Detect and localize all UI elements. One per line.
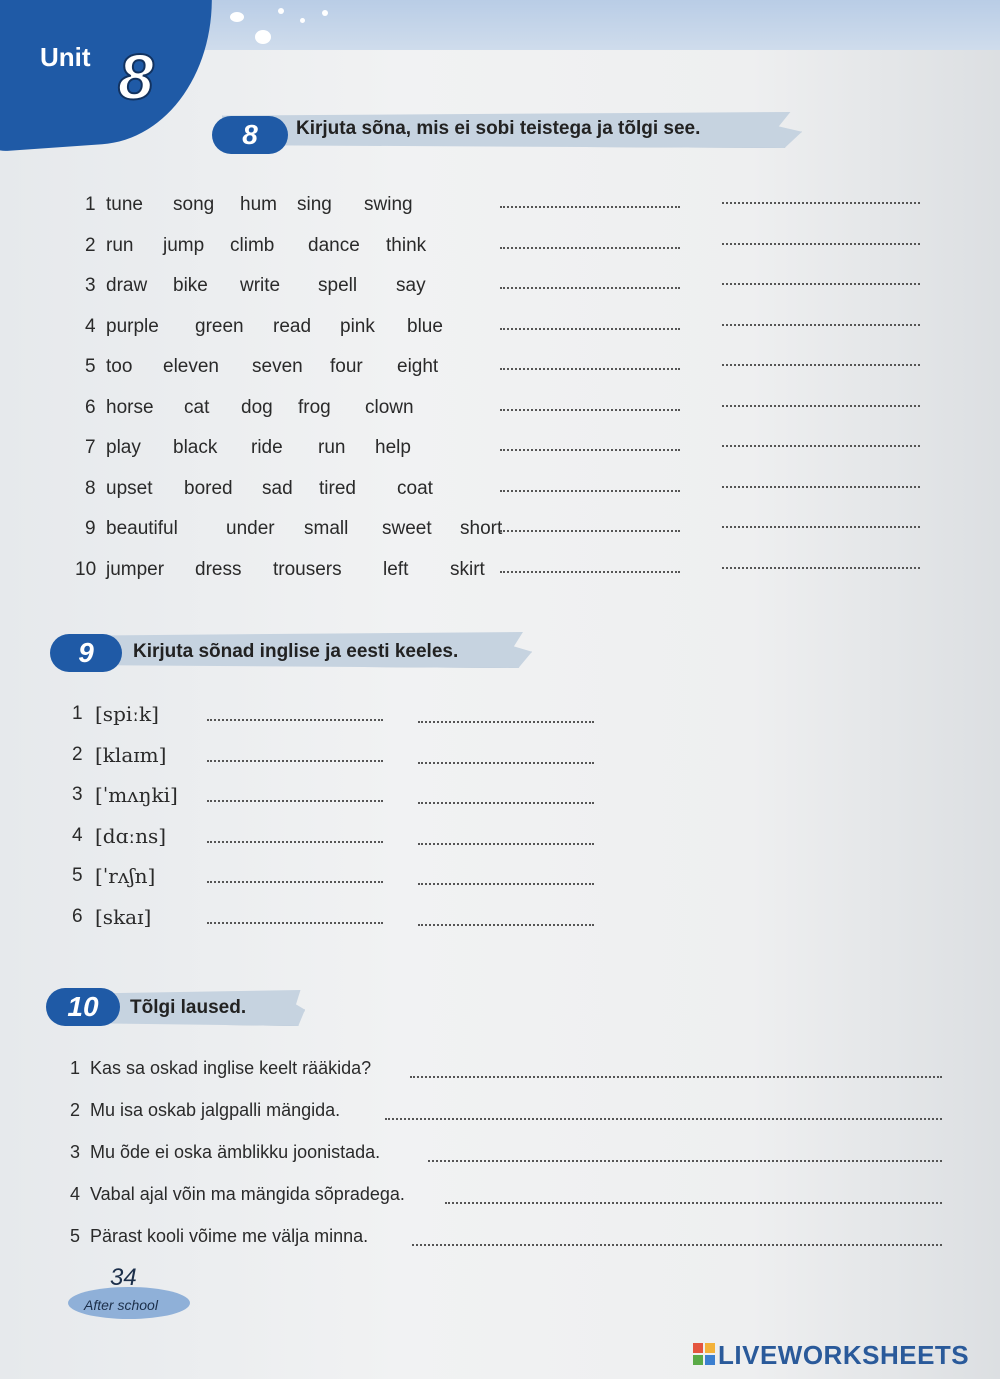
row-number: 4	[70, 1184, 81, 1204]
row-number: 5	[72, 865, 83, 886]
row-word: spell	[318, 275, 358, 296]
answer-line-english[interactable]	[500, 571, 680, 573]
row-word: four	[330, 356, 363, 377]
row-word: tired	[319, 477, 356, 499]
answer-line-english[interactable]	[500, 368, 680, 370]
liveworksheets-logo-icon	[693, 1343, 715, 1365]
row-word: blue	[407, 315, 443, 337]
row-number: 2	[72, 743, 83, 765]
exercise-9-number: 9	[50, 634, 122, 672]
row-word: green	[195, 315, 244, 337]
exercise-8-instruction: Kirjuta sõna, mis ei sobi teistega ja tõlgi see.	[296, 118, 701, 139]
answer-line-estonian[interactable]	[418, 762, 594, 764]
row-word: under	[226, 518, 275, 539]
watermark: LIVEWORKSHEETS	[718, 1340, 970, 1370]
row-word: say	[396, 275, 426, 296]
row-number: 10	[75, 558, 97, 580]
answer-line-estonian[interactable]	[722, 364, 920, 366]
answer-line-english[interactable]	[207, 760, 383, 762]
row-word: tune	[106, 194, 143, 215]
answer-line-estonian[interactable]	[418, 721, 594, 723]
exercise-9-instruction: Kirjuta sõnad inglise ja eesti keeles.	[133, 641, 459, 662]
row-number: 2	[70, 1100, 81, 1120]
table-row	[0, 703, 1000, 729]
row-number: 9	[85, 518, 96, 539]
exercise-8-number: 8	[212, 116, 288, 154]
answer-line-estonian[interactable]	[418, 843, 594, 845]
row-number: 1	[85, 194, 96, 215]
row-word: seven	[252, 356, 303, 377]
unit-label: Unit	[40, 42, 91, 72]
answer-line-english[interactable]	[207, 922, 383, 924]
answer-line-english[interactable]	[500, 328, 680, 330]
row-word: jump	[163, 234, 205, 256]
row-word: coat	[397, 477, 433, 499]
row-number: 7	[85, 437, 96, 458]
answer-line-estonian[interactable]	[722, 283, 920, 285]
answer-line-estonian[interactable]	[722, 243, 920, 245]
sentence: Vabal ajal võin ma mängida sõpradega.	[90, 1184, 405, 1204]
row-word: beautiful	[106, 518, 178, 539]
table-row	[0, 865, 1000, 891]
answer-line-english[interactable]	[500, 247, 680, 249]
row-number: 8	[85, 477, 96, 499]
phonetic-transcription: [skaɪ]	[95, 904, 152, 929]
row-word: horse	[106, 396, 154, 418]
phonetic-transcription: [ˈrʌʃn]	[95, 864, 156, 888]
row-number: 3	[70, 1142, 81, 1162]
table-row	[0, 825, 1000, 851]
row-word: too	[106, 356, 133, 377]
row-word: black	[173, 437, 218, 458]
translation-line[interactable]	[410, 1076, 942, 1078]
answer-line-estonian[interactable]	[418, 883, 594, 885]
row-word: dog	[241, 396, 273, 418]
answer-line-estonian[interactable]	[722, 486, 920, 488]
row-word: song	[173, 194, 215, 215]
row-word: bike	[173, 275, 208, 296]
row-word: hum	[240, 194, 277, 215]
row-number: 1	[70, 1058, 81, 1078]
row-number: 1	[72, 703, 83, 724]
row-word: sing	[297, 194, 332, 215]
row-number: 4	[85, 315, 96, 337]
row-word: dress	[195, 558, 242, 580]
row-number: 4	[72, 824, 83, 846]
answer-line-estonian[interactable]	[722, 405, 920, 407]
row-number: 3	[85, 275, 96, 296]
decor-dot	[255, 30, 271, 44]
row-word: purple	[106, 315, 159, 337]
row-word: draw	[106, 275, 148, 296]
answer-line-estonian[interactable]	[722, 324, 920, 326]
decor-dot	[322, 10, 328, 16]
table-row	[0, 1058, 1000, 1084]
row-word: climb	[230, 234, 275, 256]
translation-line[interactable]	[428, 1160, 942, 1162]
table-row	[0, 1184, 1000, 1210]
table-row	[0, 784, 1000, 810]
answer-line-english[interactable]	[500, 409, 680, 411]
answer-line-estonian[interactable]	[722, 445, 920, 447]
answer-line-english[interactable]	[207, 800, 383, 802]
row-word: jumper	[106, 558, 165, 580]
table-row	[0, 906, 1000, 932]
row-word: dance	[308, 234, 360, 256]
row-word: skirt	[450, 558, 485, 580]
answer-line-estonian[interactable]	[722, 567, 920, 569]
row-word: read	[273, 315, 312, 337]
answer-line-english[interactable]	[207, 841, 383, 843]
decor-dot	[230, 12, 244, 22]
row-word: frog	[298, 396, 331, 418]
row-word: eight	[397, 356, 439, 377]
row-word: short	[460, 518, 503, 539]
row-word: bored	[184, 477, 233, 499]
exercise-10-number: 10	[46, 988, 120, 1026]
section-label: After school	[84, 1297, 158, 1313]
translation-line[interactable]	[385, 1118, 942, 1120]
row-word: play	[106, 437, 141, 458]
phonetic-transcription: [spiːk]	[95, 702, 159, 726]
sentence: Pärast kooli võime me välja minna.	[90, 1226, 369, 1246]
row-word: small	[304, 518, 349, 539]
phonetic-transcription: [dɑːns]	[95, 823, 167, 848]
row-number: 5	[70, 1226, 81, 1246]
row-number: 3	[72, 784, 83, 805]
sentence: Kas sa oskad inglise keelt rääkida?	[90, 1058, 372, 1078]
row-word: cat	[184, 396, 210, 418]
exercise-10-instruction: Tõlgi laused.	[130, 997, 247, 1018]
answer-line-english[interactable]	[207, 881, 383, 883]
phonetic-transcription: [klaɪm]	[95, 742, 167, 767]
row-number: 2	[85, 234, 96, 256]
row-word: trousers	[273, 558, 342, 580]
row-number: 5	[85, 356, 96, 377]
row-word: upset	[106, 477, 153, 499]
answer-line-estonian[interactable]	[722, 202, 920, 204]
row-word: run	[106, 234, 134, 256]
answer-line-english[interactable]	[500, 490, 680, 492]
row-word: run	[318, 437, 346, 458]
row-word: sad	[262, 477, 293, 499]
translation-line[interactable]	[412, 1244, 942, 1246]
answer-line-english[interactable]	[500, 530, 680, 532]
sentence: Mu õde ei oska ämblikku joonistada.	[90, 1142, 381, 1162]
row-word: pink	[340, 315, 375, 337]
row-word: clown	[365, 396, 414, 418]
row-word: left	[383, 558, 409, 580]
answer-line-english[interactable]	[500, 206, 680, 208]
phonetic-transcription: [ˈmʌŋki]	[95, 783, 178, 807]
table-row	[0, 1142, 1000, 1168]
row-word: ride	[251, 437, 283, 458]
table-row	[0, 744, 1000, 770]
table-row	[0, 1100, 1000, 1126]
unit-number: 8	[118, 41, 154, 113]
translation-line[interactable]	[445, 1202, 942, 1204]
page-number: 34	[110, 1264, 137, 1291]
row-word: help	[375, 437, 411, 458]
answer-line-estonian[interactable]	[418, 802, 594, 804]
row-number: 6	[85, 396, 96, 418]
row-word: write	[240, 275, 281, 296]
answer-line-estonian[interactable]	[722, 526, 920, 528]
row-number: 6	[72, 905, 83, 927]
answer-line-estonian[interactable]	[418, 924, 594, 926]
row-word: sweet	[382, 518, 432, 539]
answer-line-english[interactable]	[207, 719, 383, 721]
decor-dot	[278, 8, 284, 14]
table-row	[0, 1226, 1000, 1252]
row-word: think	[386, 234, 427, 256]
answer-line-english[interactable]	[500, 449, 680, 451]
answer-line-english[interactable]	[500, 287, 680, 289]
row-word: swing	[364, 194, 413, 215]
sentence: Mu isa oskab jalgpalli mängida.	[90, 1100, 341, 1120]
decor-dot	[300, 18, 305, 23]
row-word: eleven	[163, 356, 219, 377]
